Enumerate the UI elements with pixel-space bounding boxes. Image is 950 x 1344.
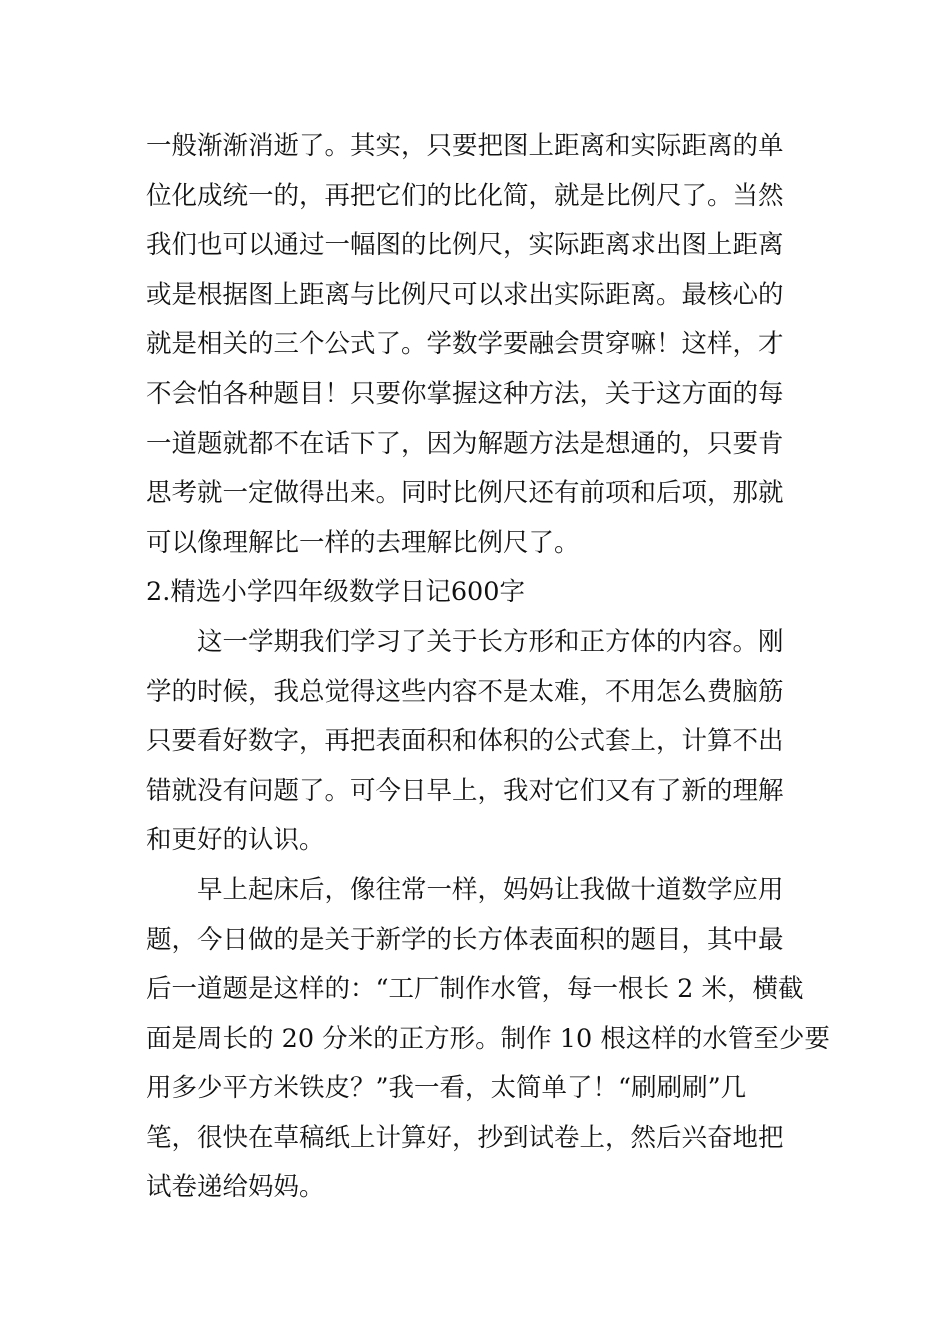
text-line: 用多少平方米铁皮？”我一看，太简单了！“刷刷刷”几	[146, 1073, 747, 1104]
paragraph-1	[146, 122, 810, 568]
text-line: 一道题就都不在话下了，因为解题方法是想通的，只要肯	[146, 428, 784, 459]
paragraph-3	[146, 866, 830, 1213]
paragraph-2	[146, 618, 810, 866]
text-line: 和更好的认识。	[146, 825, 325, 856]
text-line: 笔，很快在草稿纸上计算好，抄到试卷上，然后兴奋地把	[146, 1122, 784, 1153]
text-line: 或是根据图上距离与比例尺可以求出实际距离。最核心的	[146, 279, 784, 310]
text-line: 思考就一定做得出来。同时比例尺还有前项和后项，那就	[146, 478, 784, 509]
text-line: 面是周长的 20 分米的正方形。制作 10 根这样的水管至少要	[146, 1023, 830, 1054]
text-line: 就是相关的三个公式了。学数学要融会贯穿嘛！这样，才	[146, 329, 784, 360]
text-line: 可以像理解比一样的去理解比例尺了。	[146, 527, 580, 558]
text-line: 错就没有问题了。可今日早上，我对它们又有了新的理解	[146, 775, 784, 806]
text-line: 后一道题是这样的：“工厂制作水管，每一根长 2 米，横截	[146, 974, 804, 1005]
text-line: 我们也可以通过一幅图的比例尺，实际距离求出图上距离	[146, 230, 784, 261]
document-page	[146, 122, 830, 1213]
text-line: 学的时候，我总觉得这些内容不是太难，不用怎么费脑筋	[146, 676, 784, 707]
text-line: 早上起床后，像往常一样，妈妈让我做十道数学应用	[197, 874, 784, 905]
section-heading: 2.精选小学四年级数学日记600字	[146, 577, 526, 608]
text-line: 这一学期我们学习了关于长方形和正方体的内容。刚	[197, 626, 784, 657]
text-line: 不会怕各种题目！只要你掌握这种方法，关于这方面的每	[146, 378, 784, 409]
text-line: 题，今日做的是关于新学的长方体表面积的题目，其中最	[146, 924, 784, 955]
text-line: 只要看好数字，再把表面积和体积的公式套上，计算不出	[146, 726, 784, 757]
text-line: 位化成统一的，再把它们的比化简，就是比例尺了。当然	[146, 180, 784, 211]
text-line: 试卷递给妈妈。	[146, 1172, 325, 1203]
text-line: 一般渐渐消逝了。其实，只要把图上距离和实际距离的单	[146, 131, 784, 161]
